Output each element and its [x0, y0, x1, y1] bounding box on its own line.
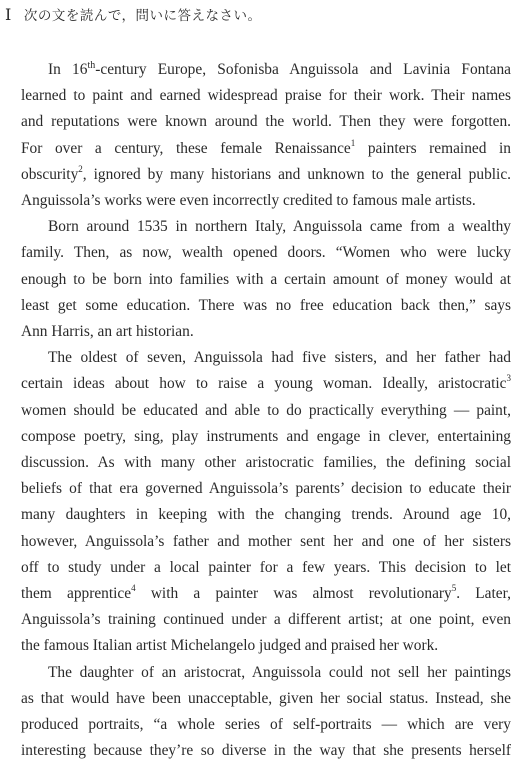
text-run: women should be educated and able to do practically everything — paint,: [21, 401, 511, 419]
text-run: -century Europe, Sofonisba Anguissola and Lavinia Fontana: [95, 61, 511, 78]
text-line: [21, 633, 511, 659]
text-run: family. Then, as now, wealth opened doors. “Women who were lucky: [21, 244, 511, 262]
instruction-text: 次の文を読んで，問いに答えなさい。: [23, 8, 262, 23]
text-run: obscurity: [21, 165, 79, 183]
text-line: [21, 293, 511, 319]
footnote-marker: th: [87, 60, 96, 71]
section-numeral: Ⅰ: [5, 4, 12, 24]
text-run: many daughters in keeping with the changing trends. Around age 10,: [21, 506, 511, 524]
text-line: [21, 555, 511, 581]
text-run: learned to paint and earned widespread praise for their work. Their names: [21, 87, 511, 105]
text-run: as that would have been unacceptable, given her social status. Instead, she: [21, 689, 511, 707]
text-run: certain ideas about how to raise a young woman. Ideally, aristocratic: [21, 375, 507, 393]
footnote-marker: 4: [131, 583, 136, 594]
text-run: least get some education. There was no free education back then,” says: [21, 296, 511, 314]
text-run: enough to be born into families with a certain amount of money would at: [21, 270, 511, 288]
paragraph: [21, 345, 511, 659]
text-run: Born around 1535 in northern Italy, Anguissola came from a wealthy: [48, 218, 511, 236]
paragraph: [21, 660, 511, 765]
text-line: [21, 345, 511, 371]
text-run: off to study under a local painter for a few years. This decision to let: [21, 558, 511, 576]
text-line: [21, 529, 511, 555]
text-line: [21, 240, 511, 266]
text-line: [21, 502, 511, 528]
paragraph: [21, 57, 511, 214]
text-line: [21, 214, 511, 240]
text-run: discussion. As with many other aristocratic families, the defining social: [21, 454, 511, 472]
footnote-marker: 3: [506, 373, 511, 384]
text-line: [21, 188, 511, 214]
text-run: produced portraits, “a whole series of self-portraits — which are very: [21, 716, 511, 734]
text-run: however, Anguissola’s father and mother sent her and one of her sisters: [21, 532, 511, 550]
text-line: [21, 476, 511, 502]
text-run: beliefs of that era governed Anguissola’s parents’ decision to educate their: [21, 480, 511, 498]
text-line: [21, 581, 511, 607]
text-line: [21, 267, 511, 293]
text-line: [21, 424, 511, 450]
text-run: and reputations were known around the world. Then they were forgotten.: [21, 113, 511, 131]
text-line: [21, 398, 511, 424]
text-run: with a painter was almost revolutionary: [135, 585, 452, 603]
text-run: painters remained in: [355, 139, 511, 157]
text-run: The daughter of an aristocrat, Anguissola could not sell her paintings: [48, 663, 511, 681]
footnote-marker: 1: [350, 137, 356, 148]
text-run: the famous Italian artist Michelangelo judged and praised her work.: [21, 637, 439, 655]
text-run: Ann Harris, an art historian.: [21, 323, 194, 341]
text-line: [21, 686, 511, 712]
text-line: [21, 162, 511, 188]
passage-body: [21, 57, 511, 764]
text-run: compose poetry, sing, play instruments and engage in clever, entertaining: [21, 427, 511, 445]
paragraph: [21, 214, 511, 345]
text-run: . Later,: [456, 585, 511, 603]
footnote-marker: 2: [78, 163, 83, 174]
text-line: [21, 83, 511, 109]
text-line: [21, 319, 511, 345]
footnote-marker: 5: [451, 583, 457, 594]
text-line: [21, 738, 511, 764]
text-line: [21, 660, 511, 686]
text-line: [21, 136, 511, 162]
text-run: , ignored by many historians and unknown to the general public.: [82, 165, 511, 183]
text-run: In 16: [48, 61, 88, 78]
text-run: interesting because they’re so diverse in the way that she presents herself: [21, 742, 511, 760]
text-run: Anguissola’s training continued under a different artist; at one point, even: [21, 611, 511, 629]
text-run: For over a century, these female Renaissance: [21, 139, 351, 157]
text-line: [21, 450, 511, 476]
text-line: [21, 712, 511, 738]
text-line: [21, 607, 511, 633]
text-run: them apprentice: [21, 585, 132, 603]
text-line: [21, 109, 511, 135]
text-run: Anguissola’s works were even incorrectly credited to famous male artists.: [21, 192, 476, 210]
question-heading: [5, 3, 262, 25]
text-run: The oldest of seven, Anguissola had five sisters, and her father had: [48, 349, 511, 367]
text-line: [21, 371, 511, 397]
text-line: [21, 57, 511, 83]
